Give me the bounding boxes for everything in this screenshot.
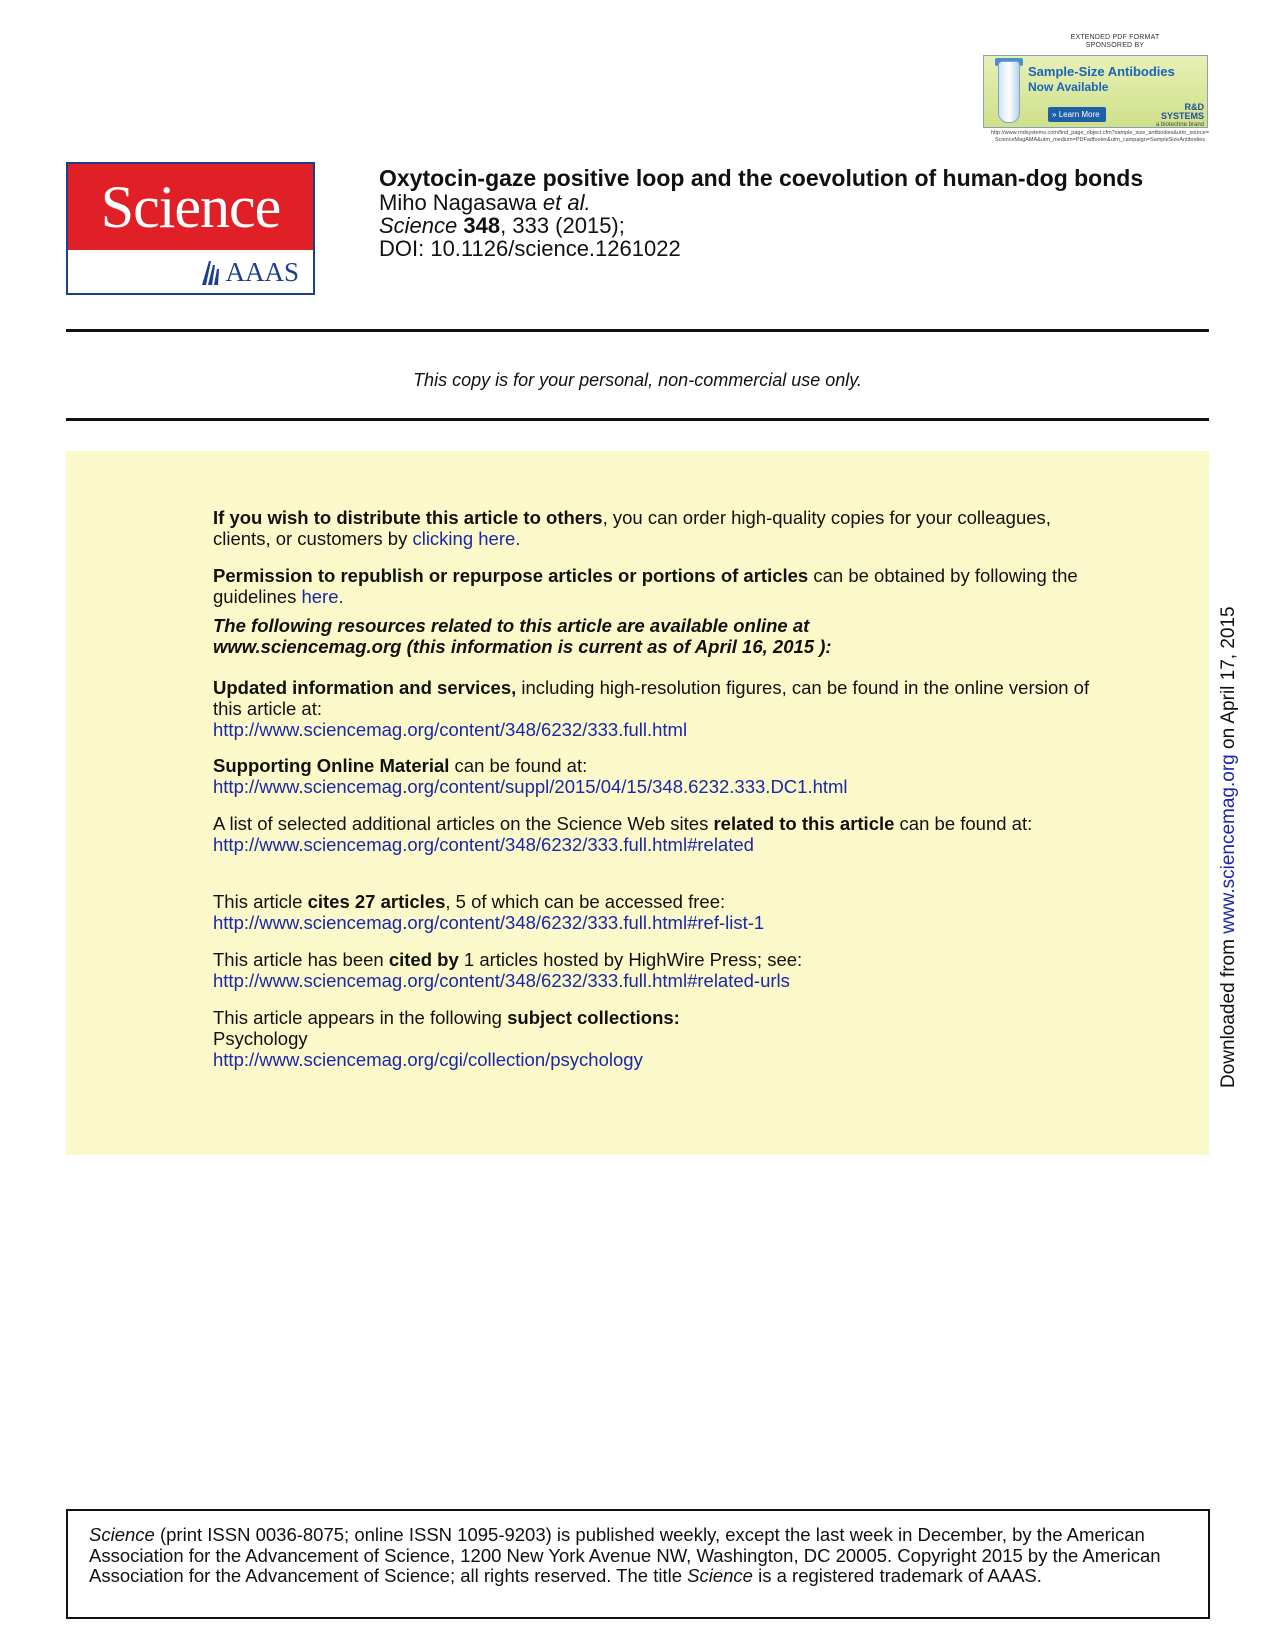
resources-heading (213, 615, 1113, 657)
sponsor-brand (1146, 103, 1204, 128)
article-title: Oxytocin-gaze positive loop and the coevolution of human-dog bonds (379, 165, 1144, 191)
updated-heading: Updated information and services, (213, 677, 517, 698)
reprints-link[interactable]: clicking here. (412, 528, 521, 549)
footer-text-2: is a registered trademark of AAAS. (752, 1565, 1042, 1586)
article-author (379, 191, 1159, 214)
aaas-emblem-icon (200, 259, 222, 285)
cites-pre: This article (213, 891, 308, 912)
subject-pre: This article appears in the following (213, 1007, 508, 1028)
related-urls-link[interactable]: http://www.sciencemag.org/content/348/6232/333.full.html#related-urls (213, 970, 790, 991)
science-logo[interactable] (66, 162, 315, 295)
sponsor-ad[interactable] (983, 55, 1208, 128)
aaas-logo (200, 259, 299, 285)
distribute-paragraph (213, 507, 1113, 549)
footer-journal-title: Science (687, 1565, 753, 1586)
sponsor-header-line1: EXTENDED PDF FORMAT (1070, 34, 1160, 41)
sciencemag-link[interactable]: www.sciencemag.org (1218, 754, 1239, 934)
header-rule (66, 329, 1209, 332)
citedby-post: 1 articles hosted by HighWire Press; see: (458, 949, 803, 970)
citation-pages: , 333 (2015); (500, 213, 625, 238)
distribute-heading: If you wish to distribute this article to others (213, 507, 603, 528)
cites-heading: cites 27 articles (307, 891, 446, 912)
copyright-text (89, 1525, 1199, 1587)
distribute-text: , you can order high-quality copies for your colleagues, clients, or customers by (213, 507, 1051, 549)
citedby-paragraph (213, 949, 1113, 991)
footer-text-1: (print ISSN 0036-8075; online ISSN 1095-9203) is published weekly, except the last week in December, by the American Association for the Advancement of Science, 1200 New York Avenue NW, Washington, DC 20005. Copyright 2015 by the American Association for the Advancement of Science; all rights reserved. The title (89, 1524, 1161, 1586)
article-citation (379, 214, 1159, 237)
journal-volume: 348 (463, 213, 501, 238)
permission-paragraph (213, 565, 1113, 607)
som-heading: Supporting Online Material (213, 755, 450, 776)
som-text: can be found at: (449, 755, 588, 776)
learn-more-label: Learn More (1058, 110, 1100, 119)
permission-text: can be obtained by following the guidelines (213, 565, 1078, 607)
updated-text: including high-resolution figures, can be found in the online version of this article at: (213, 677, 1090, 719)
full-text-link[interactable]: http://www.sciencemag.org/content/348/6232/333.full.html (213, 719, 688, 740)
sponsor-brand-sub: a biotechne brand (1155, 122, 1204, 128)
related-link[interactable]: http://www.sciencemag.org/content/348/6232/333.full.html#related (213, 834, 754, 855)
subject-paragraph (213, 1007, 1113, 1070)
antibody-tube-icon (998, 61, 1020, 123)
download-stamp (1218, 606, 1240, 1088)
aaas-wordmark: AAAS (225, 257, 299, 287)
permissions-link[interactable]: here. (301, 586, 344, 607)
usage-notice: This copy is for your personal, non-commercial use only. (413, 370, 862, 390)
author-suffix: et al. (542, 190, 591, 215)
journal-name: Science (379, 213, 458, 238)
subject-heading: subject collections: (507, 1007, 680, 1028)
sponsor-headline: Sample-Size Antibodies (1028, 64, 1175, 79)
author-name: Miho Nagasawa (379, 190, 537, 215)
citedby-heading: cited by (388, 949, 459, 970)
related-pre: A list of selected additional articles on the Science Web sites (213, 813, 714, 834)
sponsor-brand-name: R&D SYSTEMS (1160, 102, 1204, 121)
double-chevron-right-icon: » (1052, 110, 1057, 119)
sponsor-header-line2: SPONSORED BY (1085, 42, 1145, 49)
som-link[interactable]: http://www.sciencemag.org/content/suppl/2015/04/15/348.6232.333.DC1.html (213, 776, 848, 797)
sponsor-url[interactable]: http://www.rndsystems.com/find_page_object.cfm?sample_size_antibodies&utm_source=ScienceMagAMA&utm_medium=PDFadfooter&utm_campaign=SampleSizeAntibodies (990, 130, 1210, 143)
subject-collection-link[interactable]: http://www.sciencemag.org/cgi/collection/psychology (213, 1049, 643, 1070)
notice-rule (66, 418, 1209, 421)
cites-post: , 5 of which can be accessed free: (445, 891, 726, 912)
logo-wordmark: Science (100, 174, 281, 240)
footer-journal: Science (89, 1524, 155, 1545)
related-paragraph (213, 813, 1113, 855)
cites-paragraph (213, 891, 1113, 933)
resources-line2: www.sciencemag.org (this information is current as of April 16, 2015 ): (213, 636, 832, 657)
citedby-pre: This article has been (213, 949, 389, 970)
som-paragraph (213, 755, 1113, 797)
download-stamp-date: on April 17, 2015 (1218, 606, 1239, 755)
logo-red-band (68, 164, 313, 250)
sponsor-subline: Now Available (1028, 80, 1109, 94)
sponsor-header (1000, 34, 1230, 50)
article-header (379, 166, 1159, 260)
article-doi: DOI: 10.1126/science.1261022 (379, 236, 681, 261)
subject-name: Psychology (213, 1028, 308, 1049)
permission-heading: Permission to republish or repurpose articles or portions of articles (213, 565, 809, 586)
ref-list-link[interactable]: http://www.sciencemag.org/content/348/6232/333.full.html#ref-list-1 (213, 912, 765, 933)
resources-line1: The following resources related to this article are available online at (213, 615, 810, 636)
download-stamp-pre: Downloaded from (1218, 933, 1239, 1088)
copyright-footer (66, 1509, 1210, 1619)
updated-paragraph (213, 677, 1113, 740)
related-post: can be found at: (894, 813, 1033, 834)
related-heading: related to this article (713, 813, 895, 834)
learn-more-button[interactable] (1048, 107, 1106, 122)
